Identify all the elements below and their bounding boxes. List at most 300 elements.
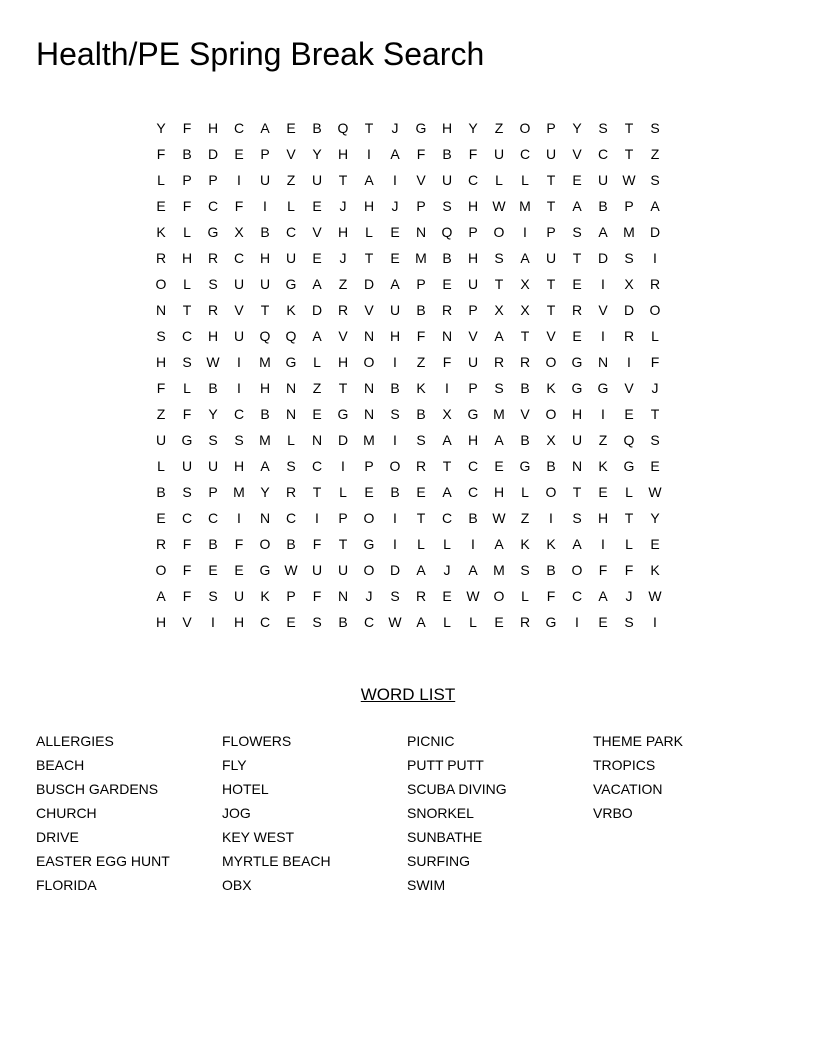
grid-cell: A (260, 458, 270, 474)
grid-cell: E (390, 250, 400, 266)
grid-cell: F (234, 536, 244, 552)
grid-cell: S (572, 510, 582, 526)
grid-cell: F (650, 354, 660, 370)
grid-cell: G (519, 458, 531, 474)
grid-cell: T (260, 302, 270, 318)
grid-cell: I (367, 146, 371, 162)
grid-cell: M (519, 198, 531, 214)
grid-cell: T (312, 484, 322, 500)
grid-cell: C (207, 198, 219, 214)
grid-cell: R (337, 302, 349, 318)
grid-cell: C (233, 406, 245, 422)
grid-cell: A (494, 536, 504, 552)
grid-cell: E (650, 536, 660, 552)
word-list-item: CHURCH (36, 805, 97, 821)
grid-cell: E (312, 250, 322, 266)
grid-cell: V (416, 172, 426, 188)
grid-cell: F (156, 380, 166, 396)
grid-cell: M (493, 406, 505, 422)
grid-cell: R (649, 276, 661, 292)
grid-cell: S (208, 276, 218, 292)
grid-cell: H (389, 328, 401, 344)
grid-cell: F (182, 120, 192, 136)
grid-cell: H (233, 614, 245, 630)
grid-cell: F (312, 536, 322, 552)
word-list-item: SNORKEL (407, 805, 474, 821)
grid-cell: E (624, 406, 634, 422)
grid-cell: G (181, 432, 193, 448)
grid-cell: I (445, 380, 449, 396)
grid-cell: S (650, 172, 660, 188)
grid-cell: E (312, 406, 322, 422)
grid-cell: I (393, 432, 397, 448)
grid-cell: A (650, 198, 660, 214)
grid-row (148, 141, 668, 167)
grid-cell: T (416, 510, 426, 526)
grid-cell: I (471, 536, 475, 552)
grid-cell: D (363, 276, 375, 292)
grid-cell: U (207, 458, 219, 474)
grid-cell: A (312, 328, 322, 344)
grid-cell: C (181, 510, 193, 526)
grid-cell: B (520, 380, 530, 396)
grid-cell: G (571, 380, 583, 396)
grid-cell: A (598, 224, 608, 240)
grid-cell: T (364, 250, 374, 266)
grid-cell: W (388, 614, 402, 630)
grid-cell: H (337, 146, 349, 162)
grid-cell: E (572, 276, 582, 292)
grid-cell: J (443, 562, 451, 578)
grid-cell: D (207, 146, 219, 162)
grid-cell: K (286, 302, 296, 318)
grid-cell: X (442, 406, 452, 422)
grid-cell: N (311, 432, 323, 448)
grid-cell: P (416, 276, 426, 292)
grid-cell: G (623, 458, 635, 474)
grid-cell: I (601, 406, 605, 422)
word-list-item: FLORIDA (36, 877, 97, 893)
grid-cell: R (285, 484, 297, 500)
grid-cell: C (233, 250, 245, 266)
grid-cell: V (312, 224, 322, 240)
grid-cell: F (182, 588, 192, 604)
grid-cell: Z (286, 172, 296, 188)
grid-cell: G (285, 354, 297, 370)
grid-cell: O (363, 354, 375, 370)
grid-cell: J (365, 588, 373, 604)
grid-cell: L (443, 614, 451, 630)
grid-cell: R (207, 302, 219, 318)
grid-cell: A (572, 536, 582, 552)
grid-cell: L (521, 172, 529, 188)
grid-cell: F (598, 562, 608, 578)
grid-cell: K (546, 536, 556, 552)
grid-cell: I (211, 614, 215, 630)
grid-cell: E (494, 614, 504, 630)
grid-cell: U (259, 172, 271, 188)
grid-row (148, 115, 668, 141)
grid-cell: R (155, 536, 167, 552)
grid-cell: S (494, 380, 504, 396)
grid-cell: B (312, 120, 322, 136)
grid-cell: K (546, 380, 556, 396)
grid-cell: E (494, 458, 504, 474)
grid-cell: I (315, 510, 319, 526)
grid-cell: C (597, 146, 609, 162)
grid-cell: A (494, 432, 504, 448)
grid-cell: C (467, 458, 479, 474)
grid-cell: Q (623, 432, 635, 448)
grid-cell: B (442, 146, 452, 162)
word-list-item: MYRTLE BEACH (222, 853, 331, 869)
grid-row (148, 375, 668, 401)
grid-cell: H (363, 198, 375, 214)
grid-cell: T (364, 120, 374, 136)
grid-cell: L (339, 484, 347, 500)
grid-cell: S (624, 614, 634, 630)
grid-cell: V (364, 302, 374, 318)
grid-cell: I (601, 276, 605, 292)
grid-cell: N (155, 302, 167, 318)
grid-cell: R (493, 354, 505, 370)
grid-cell: F (182, 562, 192, 578)
grid-cell: F (416, 146, 426, 162)
grid-cell: W (492, 510, 506, 526)
grid-cell: S (416, 432, 426, 448)
grid-cell: I (653, 250, 657, 266)
grid-cell: L (157, 458, 165, 474)
grid-cell: H (571, 406, 583, 422)
grid-cell: T (650, 406, 660, 422)
grid-cell: S (650, 120, 660, 136)
grid-cell: V (234, 302, 244, 318)
grid-cell: C (363, 614, 375, 630)
grid-cell: G (259, 562, 271, 578)
grid-cell: S (598, 120, 608, 136)
grid-cell: P (546, 120, 556, 136)
grid-cell: U (545, 146, 557, 162)
grid-cell: O (493, 224, 505, 240)
grid-cell: P (416, 198, 426, 214)
grid-cell: O (155, 562, 167, 578)
grid-cell: F (546, 588, 556, 604)
grid-cell: S (312, 614, 322, 630)
grid-cell: Z (416, 354, 426, 370)
grid-cell: G (363, 536, 375, 552)
grid-cell: U (259, 276, 271, 292)
grid-cell: H (493, 484, 505, 500)
grid-cell: I (237, 172, 241, 188)
grid-cell: R (441, 302, 453, 318)
grid-cell: F (234, 198, 244, 214)
grid-cell: O (571, 562, 583, 578)
grid-cell: Q (337, 120, 349, 136)
grid-cell: V (520, 406, 530, 422)
grid-cell: M (259, 354, 271, 370)
grid-cell: L (469, 614, 477, 630)
grid-cell: Z (598, 432, 608, 448)
grid-cell: W (648, 588, 662, 604)
grid-row (148, 557, 668, 583)
grid-cell: P (208, 172, 218, 188)
grid-cell: H (337, 354, 349, 370)
grid-cell: L (443, 536, 451, 552)
grid-cell: E (442, 588, 452, 604)
grid-cell: A (494, 328, 504, 344)
grid-cell: A (598, 588, 608, 604)
grid-cell: Z (494, 120, 504, 136)
grid-cell: S (182, 354, 192, 370)
grid-cell: B (390, 484, 400, 500)
grid-row (148, 167, 668, 193)
grid-cell: L (651, 328, 659, 344)
grid-cell: E (156, 510, 166, 526)
grid-cell: B (156, 484, 166, 500)
grid-cell: A (390, 146, 400, 162)
grid-cell: C (285, 224, 297, 240)
grid-cell: P (468, 224, 478, 240)
grid-cell: N (363, 328, 375, 344)
word-list-item: PUTT PUTT (407, 757, 484, 773)
word-list-item: ALLERGIES (36, 733, 114, 749)
grid-cell: U (493, 146, 505, 162)
grid-row (148, 349, 668, 375)
grid-cell: Y (468, 120, 478, 136)
grid-cell: E (286, 120, 296, 136)
grid-cell: H (233, 458, 245, 474)
grid-cell: A (520, 250, 530, 266)
grid-cell: E (390, 224, 400, 240)
grid-cell: I (237, 510, 241, 526)
grid-cell: R (207, 250, 219, 266)
grid-cell: B (390, 380, 400, 396)
grid-cell: I (393, 536, 397, 552)
grid-cell: E (312, 198, 322, 214)
page-title: Health/PE Spring Break Search (36, 36, 485, 72)
grid-cell: F (468, 146, 478, 162)
grid-cell: A (468, 562, 478, 578)
grid-cell: A (416, 562, 426, 578)
grid-cell: K (156, 224, 166, 240)
grid-cell: F (442, 354, 452, 370)
grid-cell: T (546, 198, 556, 214)
grid-cell: V (286, 146, 296, 162)
grid-cell: B (442, 250, 452, 266)
grid-cell: J (625, 588, 633, 604)
grid-cell: S (494, 250, 504, 266)
word-list-item: VACATION (593, 781, 663, 797)
grid-cell: Y (260, 484, 270, 500)
grid-cell: A (156, 588, 166, 604)
word-list-item: KEY WEST (222, 829, 295, 845)
grid-cell: E (208, 562, 218, 578)
grid-cell: U (467, 354, 479, 370)
grid-cell: T (546, 302, 556, 318)
grid-cell: B (208, 380, 218, 396)
grid-cell: G (337, 406, 349, 422)
grid-cell: N (285, 380, 297, 396)
grid-cell: A (260, 120, 270, 136)
grid-cell: R (415, 588, 427, 604)
grid-cell: A (312, 276, 322, 292)
grid-cell: I (263, 198, 267, 214)
grid-cell: Z (650, 146, 660, 162)
grid-cell: I (393, 172, 397, 188)
grid-cell: S (182, 484, 192, 500)
grid-cell: B (260, 406, 270, 422)
grid-cell: B (520, 432, 530, 448)
grid-cell: I (237, 354, 241, 370)
grid-cell: D (389, 562, 401, 578)
grid-cell: H (155, 354, 167, 370)
word-list-item: VRBO (593, 805, 633, 821)
grid-cell: C (207, 510, 219, 526)
grid-cell: E (598, 614, 608, 630)
grid-cell: N (441, 328, 453, 344)
grid-cell: W (648, 484, 662, 500)
grid-cell: O (545, 406, 557, 422)
grid-row (148, 219, 668, 245)
grid-cell: K (260, 588, 270, 604)
grid-cell: Q (259, 328, 271, 344)
grid-cell: R (155, 250, 167, 266)
grid-cell: U (597, 172, 609, 188)
word-list-column (222, 729, 407, 897)
grid-cell: I (601, 328, 605, 344)
grid-cell: J (391, 120, 399, 136)
grid-cell: R (519, 614, 531, 630)
grid-row (148, 531, 668, 557)
grid-cell: V (624, 380, 634, 396)
grid-cell: Z (312, 380, 322, 396)
grid-cell: B (260, 224, 270, 240)
grid-cell: C (441, 510, 453, 526)
grid-cell: H (597, 510, 609, 526)
grid-cell: T (520, 328, 530, 344)
grid-cell: J (339, 198, 347, 214)
grid-cell: P (286, 588, 296, 604)
grid-cell: T (624, 120, 634, 136)
grid-cell: H (155, 614, 167, 630)
grid-cell: G (415, 120, 427, 136)
grid-cell: M (415, 250, 427, 266)
grid-cell: E (234, 146, 244, 162)
grid-cell: H (441, 120, 453, 136)
word-list-item: BEACH (36, 757, 85, 773)
grid-cell: N (363, 406, 375, 422)
grid-cell: J (391, 198, 399, 214)
grid-cell: O (519, 120, 531, 136)
grid-cell: B (598, 198, 608, 214)
word-list-item: PICNIC (407, 733, 455, 749)
grid-cell: H (259, 380, 271, 396)
grid-cell: P (468, 302, 478, 318)
grid-cell: H (467, 198, 479, 214)
grid-cell: V (598, 302, 608, 318)
grid-cell: T (572, 250, 582, 266)
grid-cell: T (442, 458, 452, 474)
word-list-item: FLOWERS (222, 733, 292, 749)
grid-cell: G (571, 354, 583, 370)
grid-cell: U (285, 250, 297, 266)
grid-cell: A (416, 614, 426, 630)
grid-cell: I (627, 354, 631, 370)
grid-cell: T (182, 302, 192, 318)
grid-cell: N (337, 588, 349, 604)
word-list-column (36, 729, 221, 897)
grid-cell: X (624, 276, 634, 292)
grid-cell: L (183, 380, 191, 396)
grid-cell: E (416, 484, 426, 500)
grid-cell: I (549, 510, 553, 526)
grid-cell: L (287, 432, 295, 448)
grid-cell: E (156, 198, 166, 214)
grid-cell: I (601, 536, 605, 552)
grid-cell: T (338, 380, 348, 396)
grid-cell: N (285, 406, 297, 422)
grid-cell: P (546, 224, 556, 240)
grid-cell: Y (650, 510, 660, 526)
grid-cell: S (390, 406, 400, 422)
grid-cell: B (546, 562, 556, 578)
grid-cell: U (311, 172, 323, 188)
grid-cell: I (575, 614, 579, 630)
grid-cell: I (341, 458, 345, 474)
grid-cell: B (468, 510, 478, 526)
grid-cell: S (624, 250, 634, 266)
word-list-item: DRIVE (36, 829, 79, 845)
word-list-item: OBX (222, 877, 252, 893)
grid-cell: G (207, 224, 219, 240)
grid-cell: E (286, 614, 296, 630)
grid-cell: Y (156, 120, 166, 136)
grid-row (148, 505, 668, 531)
grid-cell: L (157, 172, 165, 188)
grid-cell: Y (312, 146, 322, 162)
grid-row (148, 401, 668, 427)
grid-cell: C (467, 484, 479, 500)
grid-cell: T (494, 276, 504, 292)
grid-cell: O (363, 510, 375, 526)
grid-cell: F (156, 146, 166, 162)
word-list-heading: WORD LIST (360, 685, 456, 704)
grid-cell: D (623, 302, 635, 318)
grid-cell: K (520, 536, 530, 552)
grid-cell: N (259, 510, 271, 526)
grid-cell: C (181, 328, 193, 344)
grid-cell: L (625, 536, 633, 552)
grid-cell: V (546, 328, 556, 344)
grid-cell: B (286, 536, 296, 552)
grid-cell: M (259, 432, 271, 448)
grid-cell: F (182, 536, 192, 552)
grid-cell: Z (156, 406, 166, 422)
grid-cell: E (572, 172, 582, 188)
grid-cell: T (338, 536, 348, 552)
grid-cell: S (650, 432, 660, 448)
grid-cell: C (259, 614, 271, 630)
grid-cell: X (494, 302, 504, 318)
word-list-item: HOTEL (222, 781, 269, 797)
grid-cell: C (285, 510, 297, 526)
word-list-item: SWIM (407, 877, 446, 893)
grid-cell: J (651, 380, 659, 396)
grid-cell: B (182, 146, 192, 162)
grid-cell: R (415, 458, 427, 474)
grid-cell: N (363, 380, 375, 396)
word-list-item: THEME PARK (593, 733, 683, 749)
